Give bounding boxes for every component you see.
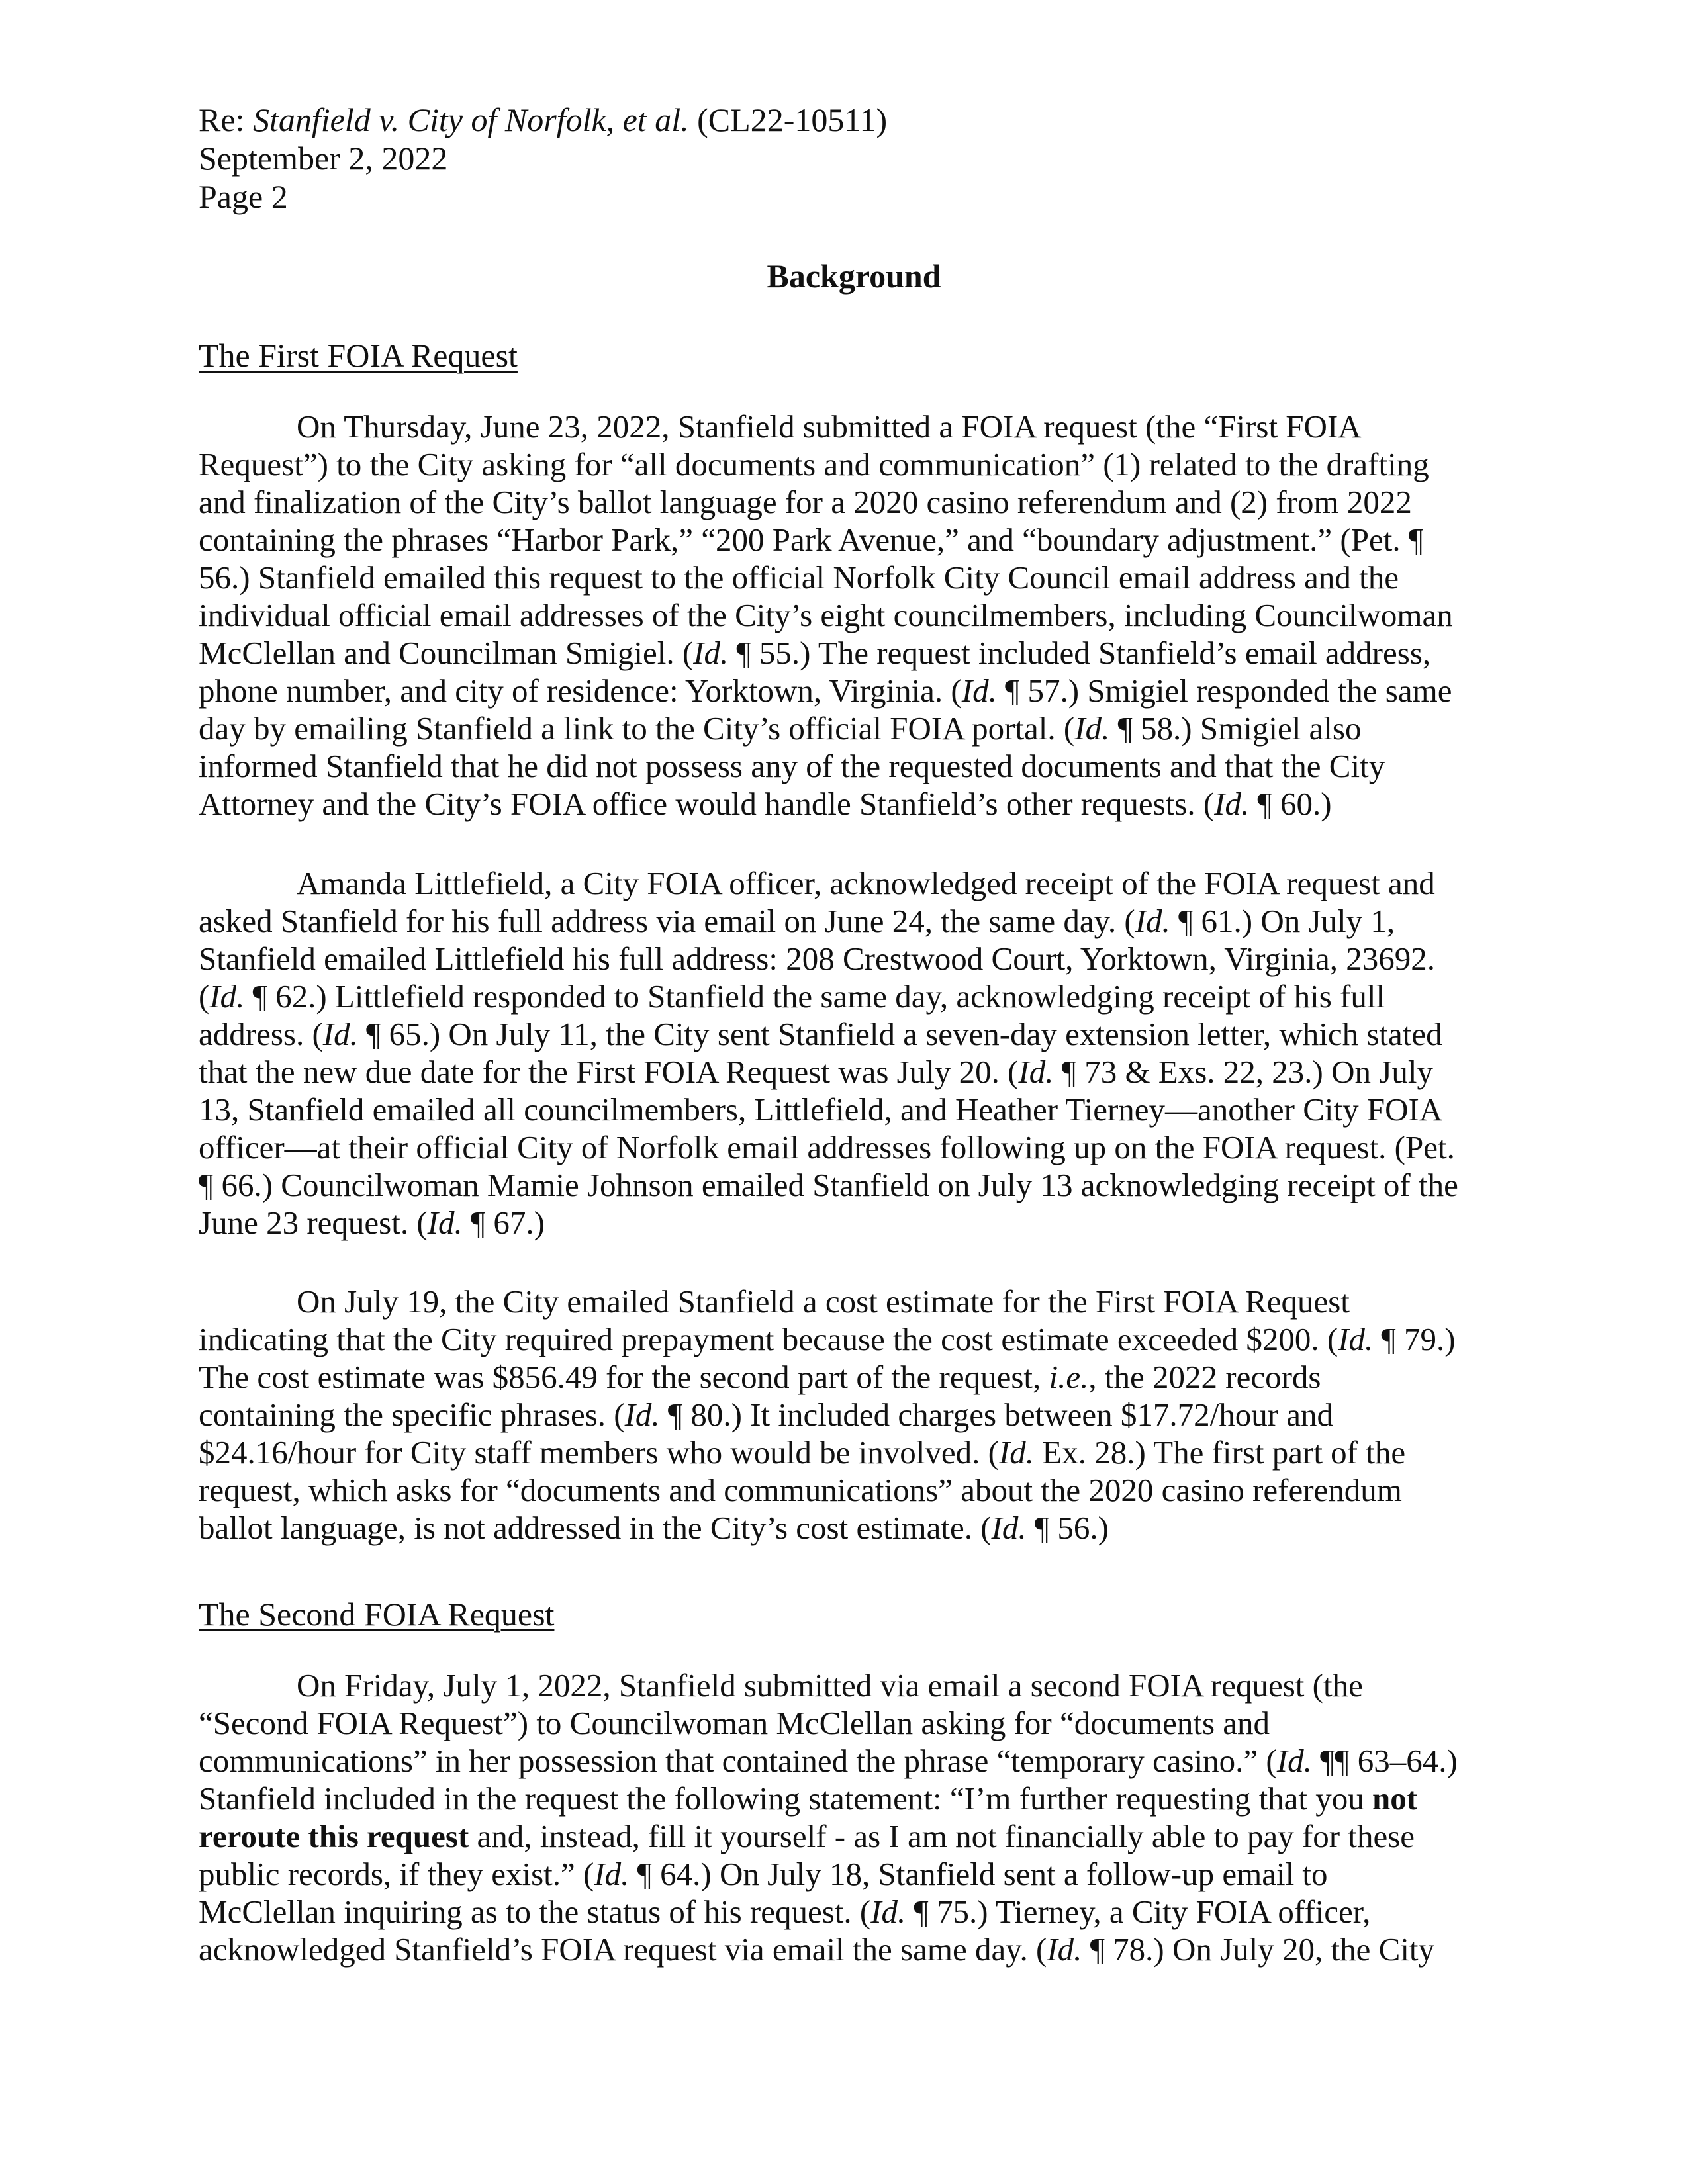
text-line: acknowledged Stanfield’s FOIA request via email the same day. (Id. ¶ 78.) On July 20, the City <box>199 1931 1435 1968</box>
section-title: Background <box>767 257 941 295</box>
text-line: communications” in her possession that contained the phrase “temporary casino.” (Id. ¶¶ 63–64.) <box>199 1743 1458 1779</box>
subheading-second-foia-request: The Second FOIA Request <box>199 1596 555 1633</box>
case-number: (CL22-10511) <box>688 101 888 138</box>
text-line: day by emailing Stanfield a link to the City’s official FOIA portal. (Id. ¶ 58.) Smigiel also <box>199 710 1362 747</box>
text-line: that the new due date for the First FOIA Request was July 20. (Id. ¶ 73 & Exs. 22, 23.) On July <box>199 1054 1433 1090</box>
text-line: On Friday, July 1, 2022, Stanfield submitted via email a second FOIA request (the <box>297 1667 1363 1704</box>
text-line: reroute this request and, instead, fill it yourself - as I am not financially able to pay for these <box>199 1818 1415 1854</box>
text-line: phone number, and city of residence: Yorktown, Virginia. (Id. ¶ 57.) Smigiel responded the same <box>199 672 1452 709</box>
case-name: Stanfield v. City of Norfolk, et al. <box>252 101 689 138</box>
re-prefix: Re: <box>199 101 253 138</box>
subheading-first-foia-request: The First FOIA Request <box>199 337 518 374</box>
paragraph-second-request-1 <box>199 1666 1491 1968</box>
text-line: ¶ 66.) Councilwoman Mamie Johnson emailed Stanfield on July 13 acknowledging receipt of the <box>199 1167 1458 1203</box>
text-line: “Second FOIA Request”) to Councilwoman McClellan asking for “documents and <box>199 1705 1270 1741</box>
text-line: Request”) to the City asking for “all documents and communication” (1) related to the drafting <box>199 446 1429 482</box>
text-line: containing the phrases “Harbor Park,” “200 Park Avenue,” and “boundary adjustment.” (Pet. ¶ <box>199 522 1424 558</box>
text-line: McClellan and Councilman Smigiel. (Id. ¶ 55.) The request included Stanfield’s email address, <box>199 635 1431 671</box>
text-line: The cost estimate was $856.49 for the second part of the request, i.e., the 2022 records <box>199 1359 1321 1395</box>
text-line: (Id. ¶ 62.) Littlefield responded to Stanfield the same day, acknowledging receipt of his full <box>199 978 1385 1015</box>
text-line: 13, Stanfield emailed all councilmembers, Littlefield, and Heather Tierney—another City FOIA <box>199 1091 1443 1128</box>
paragraph-first-request-1 <box>199 408 1491 823</box>
text-line: containing the specific phrases. (Id. ¶ 80.) It included charges between $17.72/hour and <box>199 1396 1334 1433</box>
letter-header <box>199 101 887 216</box>
header-date: September 2, 2022 <box>199 140 448 177</box>
text-line: informed Stanfield that he did not possess any of the requested documents and that the City <box>199 748 1385 784</box>
text-line: Stanfield emailed Littlefield his full address: 208 Crestwood Court, Yorktown, Virginia, 23692. <box>199 940 1435 977</box>
text-line: officer—at their official City of Norfolk email addresses following up on the FOIA request. (Pet. <box>199 1129 1455 1165</box>
text-line: request, which asks for “documents and communications” about the 2020 casino referendum <box>199 1472 1402 1508</box>
text-line: 56.) Stanfield emailed this request to the official Norfolk City Council email address and the <box>199 559 1399 596</box>
text-line: asked Stanfield for his full address via email on June 24, the same day. (Id. ¶ 61.) On July 1, <box>199 903 1395 939</box>
text-line: Attorney and the City’s FOIA office would handle Stanfield’s other requests. (Id. ¶ 60.) <box>199 786 1332 822</box>
paragraph-first-request-3 <box>199 1283 1491 1547</box>
text-line: McClellan inquiring as to the status of his request. (Id. ¶ 75.) Tierney, a City FOIA officer, <box>199 1893 1371 1930</box>
text-line: Amanda Littlefield, a City FOIA officer, acknowledged receipt of the FOIA request and <box>297 865 1435 901</box>
header-page-number: Page 2 <box>199 178 288 215</box>
text-line: address. (Id. ¶ 65.) On July 11, the City sent Stanfield a seven-day extension letter, which stated <box>199 1016 1442 1052</box>
text-line: Stanfield included in the request the following statement: “I’m further requesting that you not <box>199 1780 1418 1817</box>
text-line: indicating that the City required prepayment because the cost estimate exceeded $200. (Id. ¶ 79.) <box>199 1321 1456 1357</box>
text-line: June 23 request. (Id. ¶ 67.) <box>199 1205 545 1241</box>
text-line: On Thursday, June 23, 2022, Stanfield submitted a FOIA request (the “First FOIA <box>297 408 1362 445</box>
header-re-line <box>199 101 887 139</box>
text-line: individual official email addresses of the City’s eight councilmembers, including Councilwoman <box>199 597 1453 633</box>
text-line: public records, if they exist.” (Id. ¶ 64.) On July 18, Stanfield sent a follow-up email to <box>199 1856 1328 1892</box>
text-line: and finalization of the City’s ballot language for a 2020 casino referendum and (2) from 2022 <box>199 484 1412 520</box>
text-line: On July 19, the City emailed Stanfield a cost estimate for the First FOIA Request <box>297 1283 1350 1320</box>
paragraph-first-request-2 <box>199 864 1491 1242</box>
text-line: ballot language, is not addressed in the City’s cost estimate. (Id. ¶ 56.) <box>199 1510 1109 1546</box>
text-line: $24.16/hour for City staff members who would be involved. (Id. Ex. 28.) The first part of the <box>199 1434 1406 1471</box>
